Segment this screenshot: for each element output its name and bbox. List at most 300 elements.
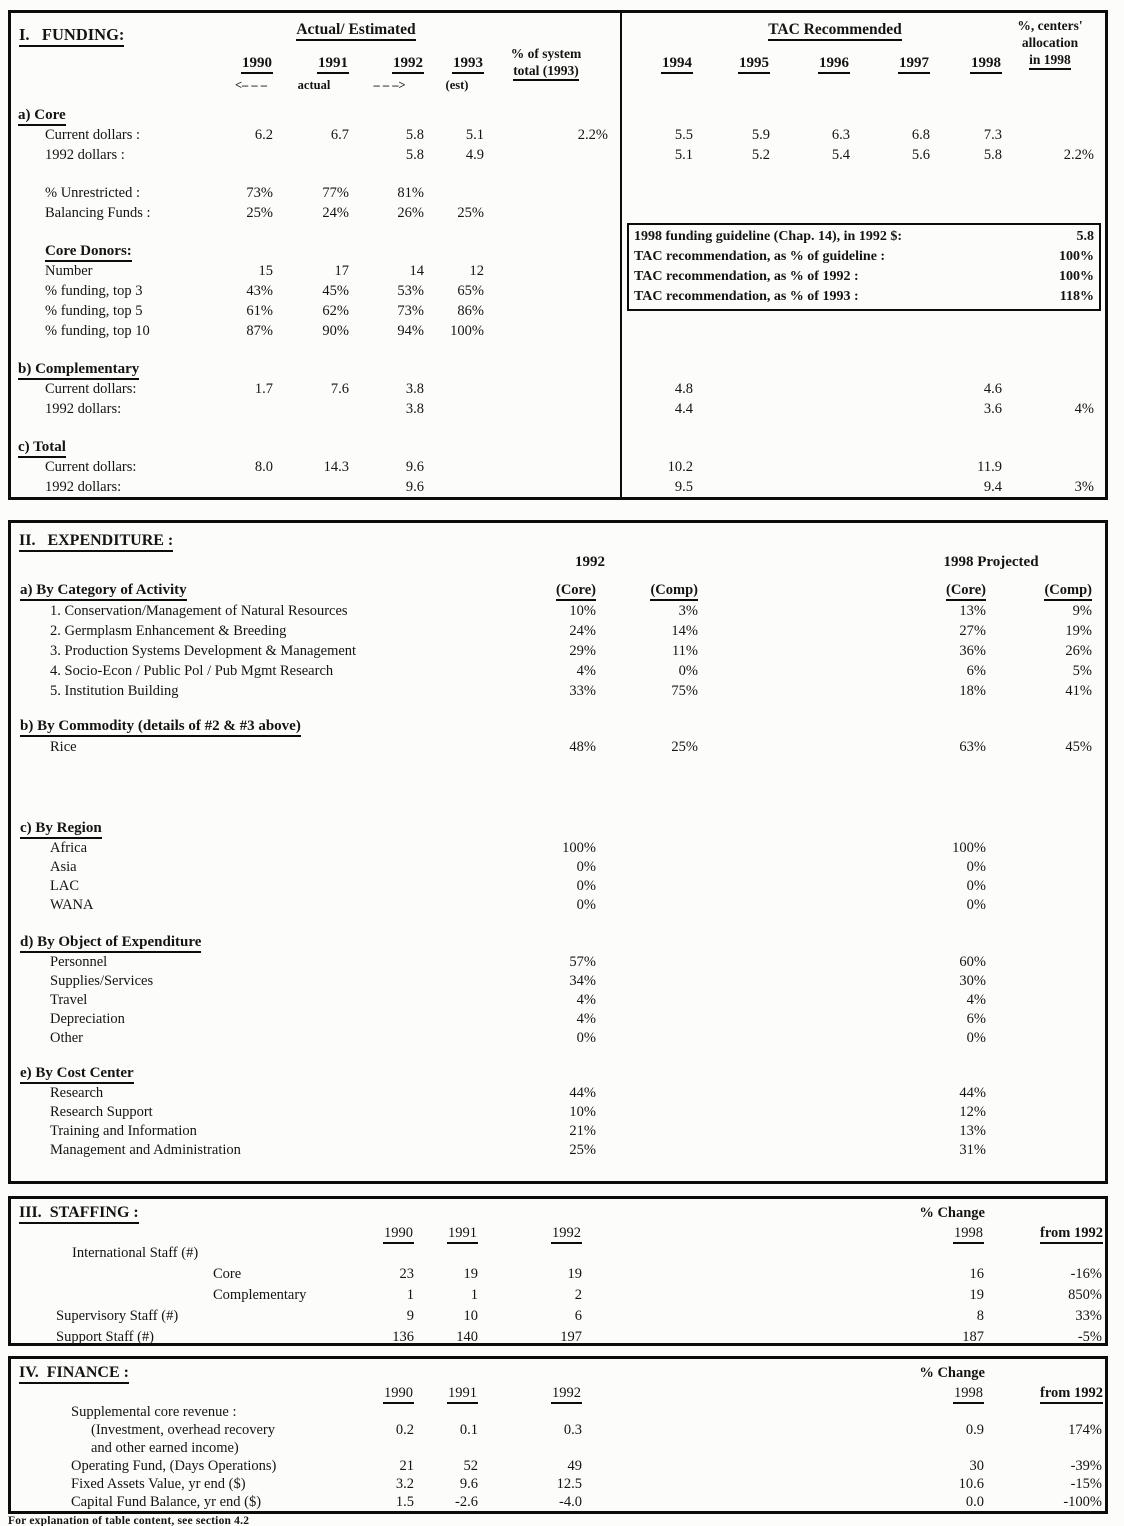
- funding-value: 87%: [246, 323, 273, 339]
- expenditure-value: 0%: [966, 859, 986, 875]
- expenditure-row-label: Asia: [50, 859, 77, 875]
- funding-section-title: I. FUNDING:: [19, 25, 124, 45]
- expenditure-value: 48%: [569, 739, 596, 755]
- est-label: (est): [445, 78, 469, 92]
- funding-value: [276, 437, 352, 457]
- funding-value: 43%: [246, 283, 273, 299]
- staffing-value: 8: [976, 1308, 984, 1324]
- funding-section-number: I.: [19, 25, 30, 44]
- expenditure-value: 29%: [569, 643, 596, 659]
- expenditure-value: [989, 858, 1095, 877]
- funding-value: [853, 359, 933, 379]
- table-footnote: For explanation of table content, see section 4.2: [8, 1515, 250, 1526]
- funding-value: [427, 457, 487, 477]
- expenditure-value: [989, 839, 1095, 858]
- funding-value: 86%: [457, 303, 484, 319]
- expenditure-value: 44%: [959, 1085, 986, 1101]
- expenditure-value: 13%: [959, 603, 986, 619]
- staffing-value: 19: [463, 1266, 478, 1282]
- expenditure-value: [989, 1103, 1095, 1122]
- funding-value: [1005, 105, 1097, 125]
- funding-value: [226, 359, 276, 379]
- expenditure-value: 13%: [959, 1123, 986, 1139]
- staffing-row: [11, 1306, 1105, 1327]
- funding-row-label: c) Total: [17, 437, 226, 457]
- funding-value: [696, 203, 773, 223]
- funding-value: [696, 477, 773, 497]
- finance-value: [343, 1403, 417, 1421]
- year-label: 1990: [241, 55, 273, 74]
- finance-value: 3.2: [395, 1476, 414, 1492]
- expenditure-row: [11, 1103, 1105, 1122]
- expenditure-row: [11, 601, 1105, 621]
- year-label: 1991: [447, 1225, 478, 1244]
- expenditure-row: [11, 737, 1105, 757]
- expenditure-value: [599, 858, 701, 877]
- funding-value: 4%: [1074, 401, 1094, 417]
- expenditure-value: [989, 1122, 1095, 1141]
- finance-value: [987, 1403, 1105, 1421]
- expenditure-value: 33%: [569, 683, 596, 699]
- staffing-value: [987, 1243, 1105, 1264]
- expenditure-value: 0%: [576, 878, 596, 894]
- year-label: 1990: [383, 1225, 414, 1244]
- expenditure-row-label: 1. Conservation/Management of Natural Resources: [50, 603, 348, 619]
- funding-row-label: a) Core: [17, 105, 226, 125]
- finance-value: [481, 1403, 585, 1421]
- expenditure-row-label: Rice: [50, 739, 77, 755]
- expenditure-value: 10%: [569, 603, 596, 619]
- expenditure-value: [599, 896, 701, 915]
- staffing-value: 9: [406, 1308, 414, 1324]
- funding-value: [352, 241, 427, 261]
- expenditure-value: 4%: [966, 992, 986, 1008]
- expenditure-subsection-heading-row: e) By Cost Center: [11, 1062, 1105, 1084]
- funding-value: [1005, 183, 1097, 203]
- expenditure-value: 41%: [1065, 683, 1092, 699]
- expenditure-value: [599, 1029, 701, 1048]
- funding-value: [853, 379, 933, 399]
- staffing-row: [11, 1327, 1105, 1348]
- guideline-label: TAC recommendation, as % of guideline :: [634, 249, 886, 264]
- funding-value: 11.9: [977, 459, 1002, 475]
- expenditure-value: [989, 1141, 1095, 1160]
- funding-value: 10.2: [667, 459, 693, 475]
- funding-value: 100%: [450, 323, 484, 339]
- tac-recommended-header: TAC Recommended: [651, 21, 1019, 39]
- finance-row-label: and other earned income): [91, 1440, 239, 1456]
- staffing-row-label: Support Staff (#): [56, 1329, 155, 1345]
- staffing-value: 10: [463, 1308, 478, 1324]
- expenditure-value: [989, 991, 1095, 1010]
- funding-value: [696, 437, 773, 457]
- staffing-years-row: [11, 1223, 1105, 1243]
- funding-value: [276, 145, 352, 165]
- funding-value: [773, 359, 853, 379]
- expenditure-value: [599, 953, 701, 972]
- funding-value: 5.5: [674, 127, 693, 143]
- funding-value: [853, 457, 933, 477]
- expenditure-value: 3%: [678, 603, 698, 619]
- funding-value: [487, 399, 611, 419]
- guideline-value: 118%: [1059, 289, 1094, 304]
- expenditure-row-label: 4. Socio-Econ / Public Pol / Pub Mgmt Research: [50, 663, 334, 679]
- staffing-row-label: Supervisory Staff (#): [56, 1308, 179, 1324]
- finance-row-label: Capital Fund Balance, yr end ($): [71, 1494, 262, 1510]
- year-label: 1995: [738, 55, 770, 74]
- funding-value: 5.9: [751, 127, 770, 143]
- funding-value: [487, 281, 611, 301]
- funding-value: [487, 457, 611, 477]
- expenditure-value: 0%: [576, 897, 596, 913]
- finance-value: [417, 1439, 481, 1457]
- finance-row: [11, 1421, 1105, 1439]
- expenditure-value: 57%: [569, 954, 596, 970]
- funding-value: 9.6: [405, 479, 424, 495]
- staffing-value: [875, 1243, 987, 1264]
- finance-row: [11, 1457, 1105, 1475]
- year-label: 1992: [551, 1385, 582, 1404]
- finance-value: -100%: [1063, 1494, 1102, 1510]
- funding-value: 3.6: [983, 401, 1002, 417]
- expenditure-row: [11, 991, 1105, 1010]
- expenditure-subsection-heading-row: b) By Commodity (details of #2 & #3 above): [11, 715, 1105, 737]
- funding-value: [226, 105, 276, 125]
- actual-span-arrow: <– – –: [234, 78, 268, 92]
- expenditure-value: 0%: [966, 897, 986, 913]
- funding-value: [427, 379, 487, 399]
- funding-row: [11, 321, 1105, 341]
- expenditure-value: [599, 839, 701, 858]
- actual-span-arrow: – – –>: [373, 78, 406, 92]
- funding-value: 5.8: [405, 147, 424, 163]
- funding-row: [11, 203, 1105, 223]
- staffing-value: [481, 1243, 585, 1264]
- expenditure-value: 30%: [959, 973, 986, 989]
- expenditure-row-label: WANA: [50, 897, 94, 913]
- finance-value: 9.6: [459, 1476, 478, 1492]
- funding-value: 5.6: [911, 147, 930, 163]
- finance-value: [343, 1439, 417, 1457]
- funding-value: [276, 477, 352, 497]
- funding-row: [11, 477, 1105, 497]
- expenditure-row-label: Supplies/Services: [50, 973, 154, 989]
- finance-row: [11, 1439, 1105, 1457]
- finance-years-row: [11, 1383, 1105, 1403]
- guideline-row: [634, 287, 1094, 307]
- expenditure-row-label: Research Support: [50, 1104, 153, 1120]
- expenditure-value: 45%: [1065, 739, 1092, 755]
- funding-value: [696, 359, 773, 379]
- staffing-title-row: III. STAFFING : % Change: [11, 1203, 1105, 1223]
- funding-value: [487, 321, 611, 341]
- expenditure-value: [599, 877, 701, 896]
- finance-section: [8, 1356, 1108, 1514]
- expenditure-row-label: Travel: [50, 992, 88, 1008]
- staffing-section: [8, 1196, 1108, 1346]
- funding-value: [853, 321, 933, 341]
- funding-value: [696, 321, 773, 341]
- funding-value: [635, 321, 696, 341]
- funding-row: [11, 341, 1105, 359]
- expenditure-row: [11, 681, 1105, 701]
- finance-section-number: IV.: [19, 1364, 39, 1381]
- year-label: 1997: [898, 55, 930, 74]
- actual-span-arrow: actual: [297, 78, 331, 92]
- expenditure-value: 4%: [576, 663, 596, 679]
- funding-value: [696, 399, 773, 419]
- funding-value: 5.2: [751, 147, 770, 163]
- funding-value: [226, 477, 276, 497]
- funding-value: [773, 477, 853, 497]
- expenditure-year-groups-row: [11, 553, 1105, 571]
- funding-section: [8, 10, 1108, 500]
- funding-value: [487, 105, 611, 125]
- staffing-value: -5%: [1077, 1329, 1102, 1345]
- finance-value: 30: [969, 1458, 984, 1474]
- staffing-row-label: International Staff (#): [72, 1245, 199, 1261]
- funding-value: 25%: [246, 205, 273, 221]
- expenditure-row-label: 3. Production Systems Development & Management: [50, 643, 357, 659]
- funding-value: 7.6: [330, 381, 349, 397]
- funding-value: [352, 437, 427, 457]
- funding-value: [1005, 321, 1097, 341]
- funding-value: [226, 399, 276, 419]
- expenditure-value: [599, 991, 701, 1010]
- expenditure-row-label: Africa: [50, 840, 88, 856]
- expenditure-row-label: 5. Institution Building: [50, 683, 179, 699]
- staffing-value: 850%: [1068, 1287, 1102, 1303]
- funding-value: [427, 183, 487, 203]
- funding-value: [352, 359, 427, 379]
- core-comp-header-cell: [887, 579, 989, 601]
- funding-value: [773, 203, 853, 223]
- funding-value: 8.0: [254, 459, 273, 475]
- funding-value: 90%: [322, 323, 349, 339]
- expenditure-row: [11, 839, 1105, 858]
- staffing-row: [11, 1264, 1105, 1285]
- expenditure-value: [599, 1141, 701, 1160]
- finance-value: -4.0: [559, 1494, 582, 1510]
- funding-value: [1005, 203, 1097, 223]
- staffing-value: 2: [574, 1287, 582, 1303]
- funding-row-label: % funding, top 5: [45, 303, 143, 319]
- guideline-row: [634, 227, 1094, 247]
- finance-value: [987, 1439, 1105, 1457]
- funding-value: [487, 261, 611, 281]
- expenditure-value: [599, 1103, 701, 1122]
- funding-value: [773, 457, 853, 477]
- funding-row-label: Balancing Funds :: [45, 205, 151, 221]
- staffing-value: 1: [470, 1287, 478, 1303]
- funding-row: [11, 419, 1105, 437]
- funding-value: [276, 399, 352, 419]
- funding-value: 5.8: [983, 147, 1002, 163]
- funding-value: [1005, 457, 1097, 477]
- funding-value: [773, 379, 853, 399]
- funding-value: [933, 321, 1005, 341]
- expenditure-value: [599, 1010, 701, 1029]
- funding-value: 9.6: [405, 459, 424, 475]
- expenditure-row-label: 2. Germplasm Enhancement & Breeding: [50, 623, 287, 639]
- staffing-row-label: Core: [213, 1266, 242, 1282]
- finance-value: -2.6: [455, 1494, 478, 1510]
- staffing-value: 197: [560, 1329, 582, 1345]
- funding-value: 4.8: [674, 381, 693, 397]
- funding-value: 6.3: [831, 127, 850, 143]
- centers-allocation-header: %, centers' allocation in 1998: [997, 17, 1103, 68]
- year-label: 1991: [447, 1385, 478, 1404]
- expenditure-value: 34%: [569, 973, 596, 989]
- funding-value: [226, 241, 276, 261]
- funding-row-label: 1992 dollars:: [45, 479, 122, 495]
- expenditure-value: [989, 896, 1095, 915]
- year-label: 1998: [953, 1385, 984, 1404]
- funding-value: 24%: [322, 205, 349, 221]
- funding-value: 3%: [1074, 479, 1094, 495]
- staffing-change-header-line2: from 1992: [1040, 1225, 1103, 1244]
- funding-value: 2.2%: [1063, 147, 1094, 163]
- funding-value: 94%: [397, 323, 424, 339]
- funding-value: [1005, 379, 1097, 399]
- guideline-row: [634, 247, 1094, 267]
- finance-value: [481, 1439, 585, 1457]
- funding-value: 4.4: [674, 401, 693, 417]
- expenditure-value: 18%: [959, 683, 986, 699]
- expenditure-body: [11, 579, 1105, 1160]
- finance-value: [875, 1439, 987, 1457]
- finance-title-row: IV. FINANCE : % Change: [11, 1363, 1105, 1383]
- year-label: 1992: [392, 55, 424, 74]
- expenditure-subsection-heading-row: d) By Object of Expenditure: [11, 931, 1105, 953]
- expenditure-value: 36%: [959, 643, 986, 659]
- funding-value: 73%: [246, 185, 273, 201]
- funding-value: [773, 399, 853, 419]
- funding-row: [11, 105, 1105, 125]
- year-label: 1993: [452, 55, 484, 74]
- expenditure-section: [8, 520, 1108, 1184]
- funding-value: [696, 183, 773, 203]
- funding-row: [11, 165, 1105, 183]
- funding-value: 5.1: [465, 127, 484, 143]
- expenditure-value: 21%: [569, 1123, 596, 1139]
- finance-row-label: Supplemental core revenue :: [71, 1404, 237, 1420]
- staffing-value: 33%: [1075, 1308, 1102, 1324]
- funding-value: [853, 183, 933, 203]
- expenditure-value: [989, 1010, 1095, 1029]
- year-label: 1998: [970, 55, 1002, 74]
- funding-value: 77%: [322, 185, 349, 201]
- expenditure-value: [989, 972, 1095, 991]
- staffing-value: -16%: [1070, 1266, 1102, 1282]
- expenditure-value: 11%: [671, 643, 698, 659]
- funding-value: [853, 203, 933, 223]
- expenditure-row-label: LAC: [50, 878, 79, 894]
- expenditure-row: [11, 953, 1105, 972]
- finance-value: 52: [463, 1458, 478, 1474]
- funding-row-label: % funding, top 3: [45, 283, 143, 299]
- funding-value: [853, 437, 933, 457]
- funding-value: [933, 183, 1005, 203]
- funding-years-row: [11, 53, 1105, 73]
- funding-value: 6.2: [254, 127, 273, 143]
- panel-divider-line: [620, 13, 622, 497]
- funding-value: [773, 321, 853, 341]
- staffing-section-number: III.: [19, 1204, 42, 1221]
- staffing-value: 19: [567, 1266, 582, 1282]
- funding-value: [933, 437, 1005, 457]
- finance-value: 174%: [1068, 1422, 1102, 1438]
- expenditure-value: [989, 1084, 1095, 1103]
- funding-value: [487, 437, 611, 457]
- staffing-value: 140: [456, 1329, 478, 1345]
- funding-row: [11, 399, 1105, 419]
- funding-value: 53%: [397, 283, 424, 299]
- year-group-1992: 1992: [575, 554, 605, 570]
- core-comp-header-cell: [989, 579, 1095, 601]
- funding-value: [352, 105, 427, 125]
- funding-value: [853, 105, 933, 125]
- funding-value: 6.7: [330, 127, 349, 143]
- finance-row-label: Fixed Assets Value, yr end ($): [71, 1476, 246, 1492]
- funding-value: [427, 359, 487, 379]
- finance-change-header-line2: from 1992: [1040, 1385, 1103, 1404]
- guideline-row: [634, 267, 1094, 287]
- funding-value: [773, 437, 853, 457]
- funding-value: 1.7: [254, 381, 273, 397]
- expenditure-value: 60%: [959, 954, 986, 970]
- funding-value: 9.5: [674, 479, 693, 495]
- funding-actual-arrow-row: [11, 75, 1105, 95]
- expenditure-value: 0%: [966, 878, 986, 894]
- year-label: 1992: [551, 1225, 582, 1244]
- finance-row-label: (Investment, overhead recovery: [91, 1422, 275, 1438]
- guideline-label: TAC recommendation, as % of 1993 :: [634, 289, 859, 304]
- expenditure-row: [11, 1029, 1105, 1048]
- pct-of-system-header: % of system total (1993): [481, 45, 611, 79]
- year-label: 1994: [661, 55, 693, 74]
- expenditure-value: 12%: [959, 1104, 986, 1120]
- funding-value: 62%: [322, 303, 349, 319]
- year-label: 1990: [383, 1385, 414, 1404]
- funding-value: 15: [258, 263, 273, 279]
- expenditure-value: [599, 1084, 701, 1103]
- funding-value: 81%: [397, 185, 424, 201]
- expenditure-value: 4%: [576, 992, 596, 1008]
- funding-header: [11, 13, 1105, 105]
- finance-value: 10.6: [958, 1476, 984, 1492]
- expenditure-section-number: II.: [19, 532, 36, 549]
- year-label: 1998: [953, 1225, 984, 1244]
- funding-row: [11, 145, 1105, 165]
- funding-value: [696, 105, 773, 125]
- finance-change-header-line1: % Change: [919, 1365, 985, 1381]
- expenditure-value: 25%: [569, 1142, 596, 1158]
- expenditure-row: [11, 1084, 1105, 1103]
- staffing-value: 16: [969, 1266, 984, 1282]
- expenditure-section-title: II. EXPENDITURE :: [11, 529, 1105, 553]
- funding-value: [933, 203, 1005, 223]
- funding-value: [276, 105, 352, 125]
- expenditure-value: 100%: [952, 840, 986, 856]
- funding-value: [933, 105, 1005, 125]
- funding-value: [427, 477, 487, 497]
- funding-value: 14: [409, 263, 424, 279]
- funding-value: 61%: [246, 303, 273, 319]
- expenditure-row: [11, 896, 1105, 915]
- funding-value: [773, 183, 853, 203]
- funding-row: [11, 457, 1105, 477]
